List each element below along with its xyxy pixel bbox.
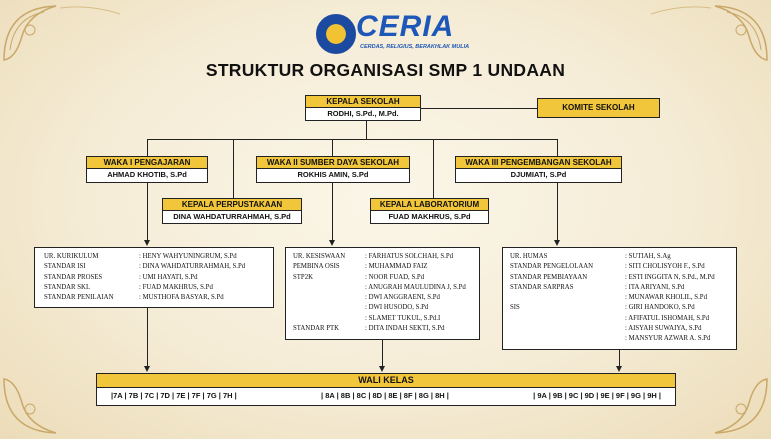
waka1-name: AHMAD KHOTIB, S.Pd — [107, 170, 187, 179]
staff-role — [293, 283, 365, 293]
staff-role: UR. KESISWAAN — [293, 253, 346, 260]
staff-row — [293, 314, 466, 324]
staff-name: : SUTIAH, S.Ag — [625, 253, 671, 260]
wali-kelas-groups — [97, 388, 675, 403]
staff-row — [510, 334, 715, 344]
waka2-staff-list — [285, 247, 480, 340]
staff-name: : FARHATUS SOLCHAH, S.Pd — [365, 253, 454, 260]
staff-name: : NOOR FUAD, S.Pd — [365, 273, 425, 281]
staff-role: STANDAR SARPRAS — [510, 283, 574, 291]
staff-name: : SITI CHOLISYOH F., S.Pd — [625, 263, 705, 271]
connector-waka3-list — [557, 182, 558, 241]
staff-role: STANDAR PENGELOLAAN — [510, 263, 594, 271]
wali-kelas-box — [96, 373, 676, 406]
staff-row — [510, 273, 715, 283]
staff-row — [510, 314, 715, 324]
staff-name: : DWI HUSODO, S.Pd — [365, 304, 429, 312]
school-seal-icon — [316, 14, 356, 54]
staff-name: : DINA WAHDATURRAHMAH, S.Pd — [139, 263, 246, 271]
kepala-perpustakaan-box — [162, 198, 302, 224]
staff-name: : ANUGRAH MAULUDINA J, S.Pd — [365, 283, 466, 291]
staff-name: : MUHAMMAD FAIZ — [365, 263, 428, 271]
connector-list1-wali — [147, 307, 148, 367]
connector-waka1-list — [147, 182, 148, 241]
staff-name: : ITA ARIYANI, S.Pd — [625, 283, 685, 291]
wali-kelas-grade9: | 9A | 9B | 9C | 9D | 9E | 9F | 9G | 9H | — [533, 391, 661, 400]
perpustakaan-title: KEPALA PERPUSTAKAAN — [163, 199, 301, 211]
waka2-name: ROKHIS AMIN, S.Pd — [297, 170, 369, 179]
perpustakaan-name: DINA WAHDATURRAHMAH, S.Pd — [173, 212, 291, 221]
connector-list2-wali — [382, 339, 383, 367]
staff-role — [293, 314, 365, 324]
staff-row — [293, 303, 466, 313]
kepala-laboratorium-box — [370, 198, 489, 224]
komite-sekolah-box: KOMITE SEKOLAH — [537, 98, 660, 118]
staff-name: : UMI HAYATI, S.Pd — [139, 273, 198, 281]
staff-row — [44, 273, 245, 283]
arrow-waka2-list — [329, 240, 335, 246]
staff-role: STANDAR SKL — [44, 283, 91, 291]
staff-name: : ESTI INGGITA N, S.Pd., M.Pd — [625, 273, 715, 281]
staff-row — [44, 293, 245, 303]
staff-row — [293, 262, 466, 272]
staff-row — [510, 252, 715, 262]
staff-row — [510, 303, 715, 313]
staff-name: : HENY WAHYUNINGRUM, S.Pd — [139, 253, 237, 260]
staff-role — [510, 324, 625, 334]
staff-name: : DITA INDAH SEKTI, S.Pd — [365, 325, 445, 333]
waka2-title: WAKA II SUMBER DAYA SEKOLAH — [257, 157, 409, 169]
logo-tagline: CERDAS, RELIGIUS, BERAKHLAK MULIA — [360, 44, 470, 50]
waka3-title: WAKA III PENGEMBANGAN SEKOLAH — [456, 157, 621, 169]
arrow-list2-wali — [379, 366, 385, 372]
staff-row — [293, 252, 466, 262]
wali-kelas-grade8: | 8A | 8B | 8C | 8D | 8E | 8F | 8G | 8H | — [321, 391, 449, 400]
connector-horizontal-main — [147, 139, 558, 140]
staff-row — [510, 293, 715, 303]
staff-role — [293, 303, 365, 313]
waka1-staff-rows — [44, 252, 245, 303]
staff-name: : MUSTHOFA BASYAR, S.Pd — [139, 294, 224, 302]
staff-role: STANDAR PTK — [293, 325, 340, 333]
staff-name: : FUAD MAKHRUS, S.Pd — [139, 283, 213, 291]
staff-row — [44, 252, 245, 262]
corner-ornament-top-left — [0, 0, 130, 100]
connector-to-lab — [433, 139, 434, 198]
staff-role — [510, 334, 625, 344]
staff-row — [510, 324, 715, 334]
staff-role: PEMBINA OSIS — [293, 263, 340, 271]
staff-row — [293, 283, 466, 293]
waka1-staff-list — [34, 247, 274, 308]
staff-name: : GIRI HANDOKO, S.Pd — [625, 304, 695, 312]
staff-role: UR. HUMAS — [510, 253, 548, 260]
arrow-waka3-list — [554, 240, 560, 246]
staff-name: : MANSYUR AZWAR A. S.Pd — [625, 335, 711, 343]
waka2-staff-rows — [293, 252, 466, 334]
wali-kelas-grade7: |7A | 7B | 7C | 7D | 7E | 7F | 7G | 7H | — [111, 391, 237, 400]
arrow-list3-wali — [616, 366, 622, 372]
waka1-box — [86, 156, 208, 183]
corner-ornament-top-right — [641, 0, 771, 100]
staff-row — [293, 293, 466, 303]
staff-role: STANDAR PEMBIAYAAN — [510, 273, 588, 281]
connector-to-perpus — [233, 139, 234, 198]
logo-brand: CERIA — [356, 10, 455, 43]
staff-role: UR. KURIKULUM — [44, 253, 99, 260]
connector-list3-wali — [619, 349, 620, 367]
connector-to-waka3 — [557, 139, 558, 156]
arrow-waka1-list — [144, 240, 150, 246]
staff-row — [44, 262, 245, 272]
page-title: STRUKTUR ORGANISASI SMP 1 UNDAAN — [205, 60, 566, 80]
staff-row — [293, 273, 466, 283]
staff-role: STANDAR PENILAIAN — [44, 294, 114, 302]
ceria-logo — [316, 10, 470, 58]
waka3-name: DJUMIATI, S.Pd — [510, 170, 567, 179]
staff-name: : AISYAH SUWAIYA, S.Pd — [625, 325, 702, 333]
waka3-box — [455, 156, 622, 183]
waka3-staff-list — [502, 247, 737, 350]
staff-role: STP2K — [293, 273, 314, 281]
staff-role: STANDAR PROSES — [44, 273, 103, 281]
waka3-staff-rows — [510, 252, 715, 345]
staff-row — [44, 283, 245, 293]
connector-to-waka2 — [332, 139, 333, 156]
laboratorium-title: KEPALA LABORATORIUM — [371, 199, 488, 211]
staff-name: : DWI ANGGRAENI, S.Pd — [365, 294, 440, 302]
waka2-box — [256, 156, 410, 183]
staff-name: : SLAMET TUKUL, S.Pd.I — [365, 314, 441, 322]
staff-row — [510, 283, 715, 293]
staff-role — [510, 293, 625, 303]
connector-kepala-komite — [420, 108, 538, 109]
connector-to-waka1 — [147, 139, 148, 156]
staff-role: STANDAR ISI — [44, 263, 86, 271]
staff-role — [510, 314, 625, 324]
staff-row — [510, 262, 715, 272]
kepala-sekolah-name: RODHI, S.Pd., M.Pd. — [327, 109, 399, 118]
connector-kepala-down — [366, 120, 367, 139]
kepala-sekolah-box — [305, 95, 421, 121]
staff-row — [293, 324, 466, 334]
waka1-title: WAKA I PENGAJARAN — [87, 157, 207, 169]
staff-name: : AFIFATUL ISHOMAH, S.Pd — [625, 314, 710, 322]
staff-name: : MUNAWAR KHOLIL, S.Pd — [625, 294, 707, 302]
staff-role — [293, 293, 365, 303]
wali-kelas-title: WALI KELAS — [97, 374, 675, 388]
arrow-list1-wali — [144, 366, 150, 372]
kepala-sekolah-title: KEPALA SEKOLAH — [306, 96, 420, 108]
laboratorium-name: FUAD MAKHRUS, S.Pd — [388, 212, 471, 221]
connector-waka2-list — [332, 182, 333, 241]
staff-role: SIS — [510, 304, 520, 312]
